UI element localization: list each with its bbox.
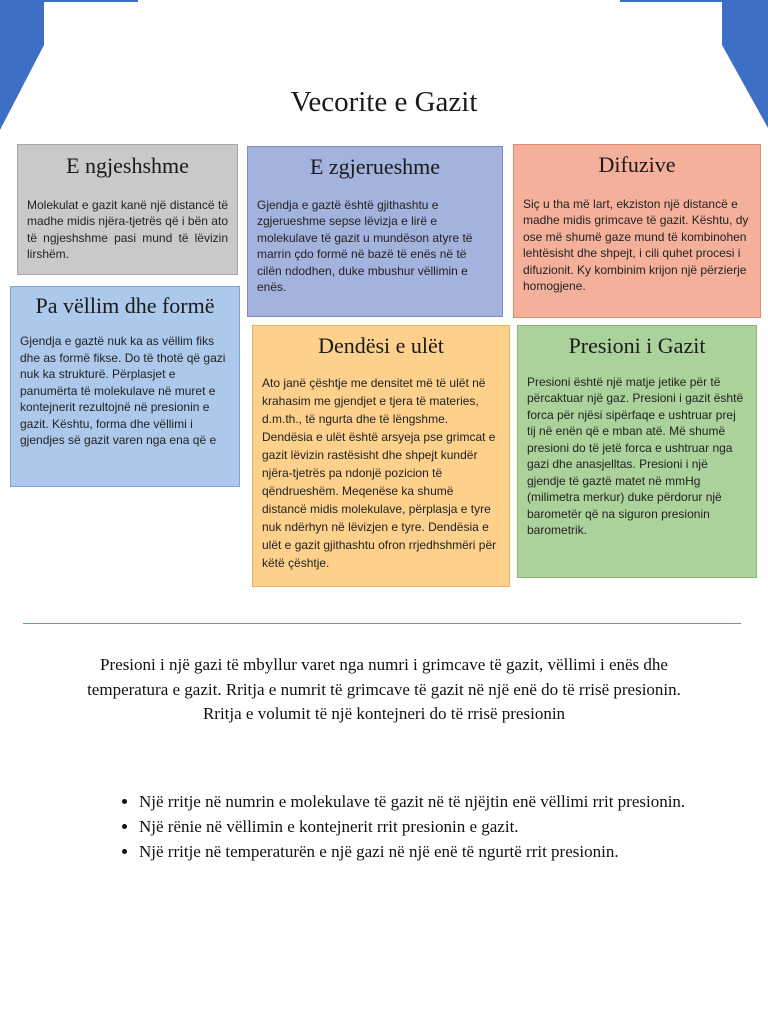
box-heading: E zgjerueshme [309, 154, 441, 179]
list-item: • Një rritje në temperaturën e një gazi në një enë të ngurtë rrit presionin. [139, 839, 699, 864]
box-expandable [247, 146, 503, 317]
box-text: Ato janë çështje me densitet më të ulët në krahasim me gjendjet e tjera të materies, d.m.th., të ngurta dhe të lëngshme. Dendësia e ulët është arsyeja pse grimcat e gazit lëvizin rastësisht dhe shpejt kundër njëra-tjetrës pa ndonjë pozicion të qëndrueshëm. Meqenëse ka shumë distancë midis molekulave, përplasja e tyre nuk ndërhyn në lëvizjen e tyre. Dendësia e ulët e gazit gjithashtu ofron rrjedhshmëri për këtë çështje. [262, 375, 497, 570]
box-text: Siç u tha më lart, ekziston një distancë e madhe midis grimcave të gazit. Kështu, dy ose më shumë gaze mund të kombinohen lehtësisht dhe shpejt, i cili quhet procesi i difuzionit. Ky kombinim krijon një përzierje homogjene. [523, 196, 749, 294]
list-item: • Një rënie në vëllimin e kontejnerit rrit presionin e gazit. [139, 814, 699, 839]
box-diffusive [513, 144, 761, 318]
divider-line [23, 623, 741, 624]
box-gas-pressure [517, 325, 757, 578]
box-compressible [17, 144, 238, 275]
pressure-paragraph: Presioni i një gazi të mbyllur varet nga numri i grimcave të gazit, vëllimi i enës dhe temperatura e gazit. Rritja e numrit të grimcave të gazit në një enë do të rrisë presionin. Rritja e volumit të një kontejneri do të rrisë presionin [87, 655, 681, 723]
box-heading: Difuzive [598, 152, 676, 177]
bullet-list [115, 789, 699, 864]
box-heading: Presioni i Gazit [568, 333, 706, 358]
box-no-volume-shape [10, 286, 240, 487]
box-heading: Pa vëllim dhe formë [35, 293, 215, 318]
box-low-density [252, 325, 510, 587]
box-text: Gjendja e gaztë është gjithashtu e zgjerueshme sepse lëvizja e lirë e molekulave të gazit u mundëson atyre të marrin çdo formë në bazë të enës në të cilën ndodhen, duke mbushur vëllimin e enës. [257, 197, 473, 295]
box-text: Presioni është një matje jetike për të përcaktuar një gaz. Presioni i gazit është forca për njësi sipërfaqe e ushtruar prej tij në enën që e mban atë. Më shumë presioni do të jetë forca e ushtruar nga gazi dhe anasjelltas. Presioni i një gjendje të gaztë matet në mmHg (milimetra merkur) duke përdorur një barometër që na siguron presionin barometrik. [527, 374, 744, 538]
box-text: Molekulat e gazit kanë një distancë të madhe midis njëra-tjetrës që i bën ato të ngjeshshme pasi mund të lëvizin lirshëm. [27, 197, 228, 262]
box-heading: E ngjeshshme [66, 153, 189, 178]
box-text: Gjendja e gaztë nuk ka as vëllim fiks dhe as formë fikse. Do të thotë që gazi nuk ka strukturë. Përplasjet e panumërta të molekulave në muret e kontejnerit rezultojnë në presionin e gazit. Kështu, forma dhe vëllimi i gjendjes së gazit varen nga ena që e [20, 334, 226, 447]
list-item: • Një rritje në numrin e molekulave të gazit në të njëjtin enë vëllimi rrit presionin. [139, 789, 699, 814]
page-title: Vecorite e Gazit [290, 86, 478, 118]
box-heading: Dendësi e ulët [318, 333, 444, 358]
